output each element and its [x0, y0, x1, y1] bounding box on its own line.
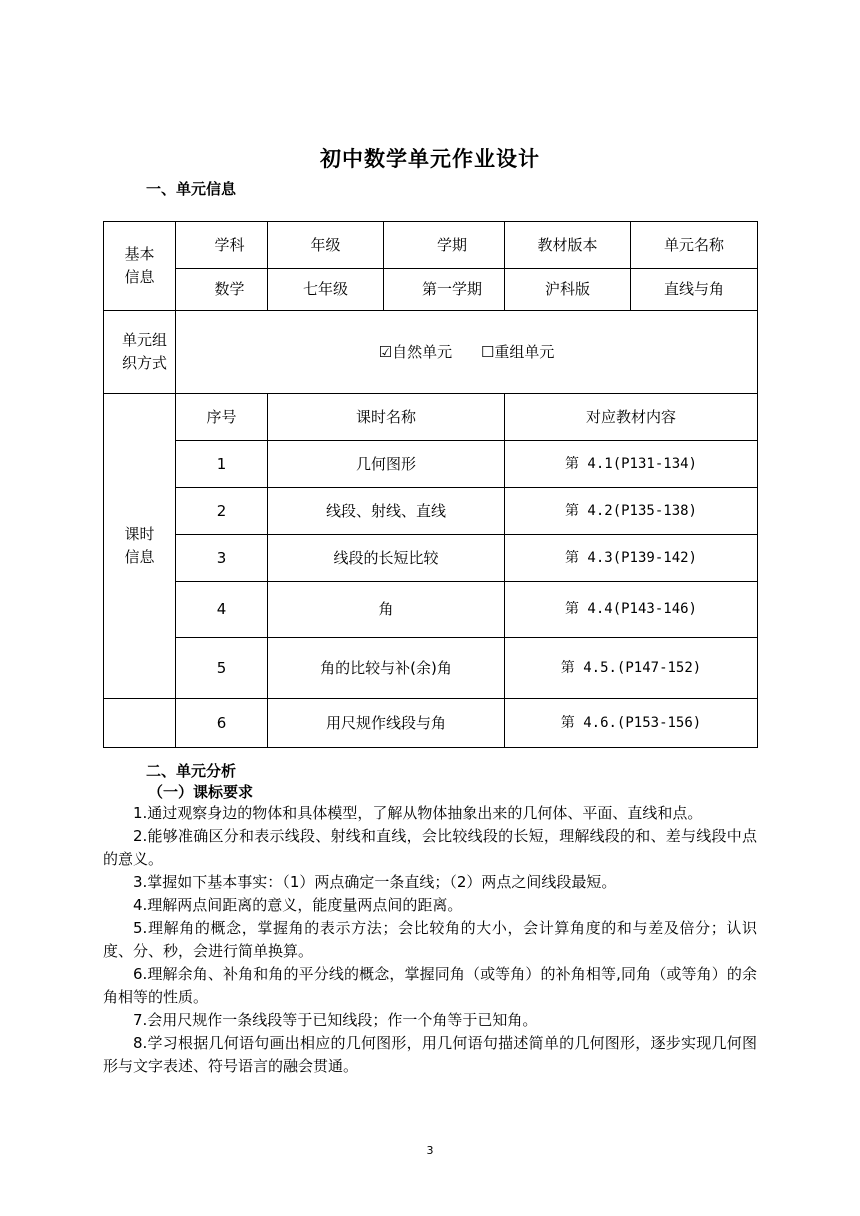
page-number: 3: [426, 1144, 434, 1157]
value-textbook: 沪科版: [505, 269, 631, 311]
table-row: [104, 582, 758, 638]
value-unit-name: 直线与角: [631, 269, 758, 311]
table-row: [104, 638, 758, 699]
regroup-unit-checkbox[interactable]: ☐重组单元: [480, 342, 555, 361]
header-grade: 年级: [268, 222, 384, 269]
lesson-no: 2: [176, 488, 268, 535]
list-item: 1.通过观察身边的物体和具体模型，了解从物体抽象出来的几何体、平面、直线和点。: [133, 804, 703, 822]
lesson-content: 第 4.6.(P153-156): [505, 699, 758, 748]
lesson-no: 6: [176, 699, 268, 748]
table-row: [104, 535, 758, 582]
org-method-label: [104, 311, 176, 394]
lesson-name: 用尺规作线段与角: [268, 699, 505, 748]
header-textbook: 教材版本: [505, 222, 631, 269]
lesson-header-no: 序号: [176, 394, 268, 441]
lesson-content: 第 4.1(P131-134): [505, 441, 758, 488]
header-unit-name: 单元名称: [631, 222, 758, 269]
section-heading-unit-analysis: 二、单元分析: [146, 762, 237, 780]
list-item: 6.理解余角、补角和角的平分线的概念，掌握同角（或等角）的补角相等,同角（或等角）的余角相等的性质。: [103, 965, 757, 1006]
lesson-name: 角的比较与补(余)角: [268, 638, 505, 699]
natural-unit-checkbox[interactable]: ☑自然单元: [378, 342, 453, 361]
lesson-name: 几何图形: [268, 441, 505, 488]
lesson-no: 5: [176, 638, 268, 699]
lesson-no: 4: [176, 582, 268, 638]
org-method-label-text: 单元组织方式: [122, 331, 168, 372]
header-subject: 学科: [176, 222, 268, 269]
lesson-no: 1: [176, 441, 268, 488]
lesson-header-name: 课时名称: [268, 394, 505, 441]
list-item: 3.掌握如下基本事实：（1）两点确定一条直线；（2）两点之间线段最短。: [133, 873, 617, 891]
lesson-name: 线段的长短比较: [268, 535, 505, 582]
table-row: [104, 699, 758, 748]
list-item: 7.会用尺规作一条线段等于已知线段；作一个角等于已知角。: [133, 1011, 538, 1029]
lesson-name: 角: [268, 582, 505, 638]
section-heading-unit-info: 一、单元信息: [146, 180, 237, 198]
table-row: [104, 488, 758, 535]
lesson-header-content: 对应教材内容: [505, 394, 758, 441]
lesson-no: 3: [176, 535, 268, 582]
list-item: 5.理解角的概念，掌握角的表示方法；会比较角的大小，会计算角度的和与差及倍分；认识度、分、秒，会进行简单换算。: [103, 919, 757, 960]
value-grade: 七年级: [268, 269, 384, 311]
lesson-info-label: 课时信息: [104, 394, 176, 699]
empty-cell: [104, 699, 176, 748]
requirements-list: [103, 802, 757, 1078]
lesson-content: 第 4.5.(P147-152): [505, 638, 758, 699]
header-semester: 学期: [384, 222, 505, 269]
lesson-content: 第 4.2(P135-138): [505, 488, 758, 535]
unit-info-table: [103, 221, 758, 748]
org-method-options: [176, 311, 758, 394]
subsection-heading-standards: （一）课标要求: [148, 783, 254, 801]
list-item: 4.理解两点间距离的意义，能度量两点间的距离。: [133, 896, 463, 914]
list-item: 2.能够准确区分和表示线段、射线和直线，会比较线段的长短，理解线段的和、差与线段中点的意义。: [103, 827, 757, 868]
page-title: 初中数学单元作业设计: [320, 147, 540, 171]
lesson-name: 线段、射线、直线: [268, 488, 505, 535]
lesson-content: 第 4.4(P143-146): [505, 582, 758, 638]
list-item: 8.学习根据几何语句画出相应的几何图形，用几何语句描述简单的几何图形，逐步实现几何图形与文字表述、符号语言的融会贯通。: [103, 1034, 757, 1075]
value-subject: 数学: [176, 269, 268, 311]
basic-info-label: 基本信息: [104, 222, 176, 311]
lesson-content: 第 4.3(P139-142): [505, 535, 758, 582]
value-semester: 第一学期: [384, 269, 505, 311]
table-row: [104, 441, 758, 488]
